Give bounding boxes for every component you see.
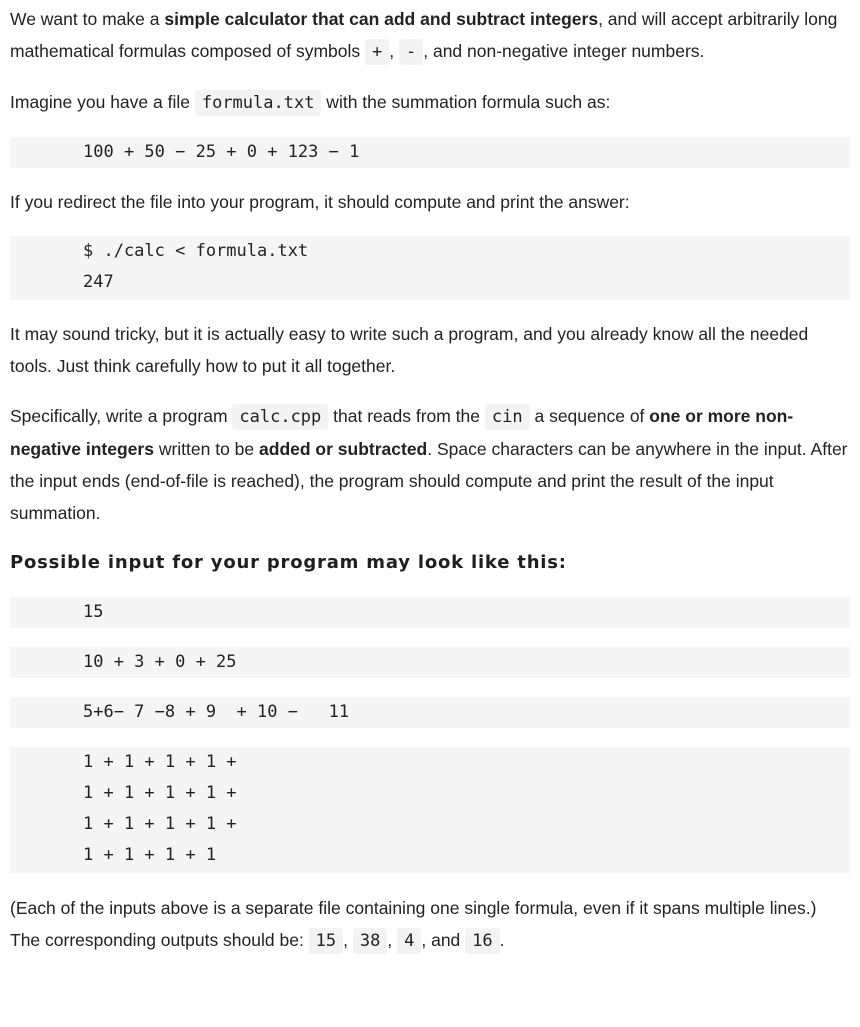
spec-bold-2: added or subtracted xyxy=(259,439,428,459)
spec-paragraph xyxy=(10,400,850,529)
example-4-line: 1 + 1 + 1 + 1 + xyxy=(83,814,237,834)
output-value-code: 16 xyxy=(465,928,499,954)
tricky-paragraph: It may sound tricky, but it is actually easy to write such a program, and you already know all the needed tools. Just think carefully how to put it all together. xyxy=(10,324,809,376)
redirect-paragraph: If you redirect the file into your program, it should compute and print the answer: xyxy=(10,192,630,212)
intro-paragraph xyxy=(10,3,850,68)
file-paragraph xyxy=(10,86,850,119)
spec-text-1: Specifically, write a program xyxy=(10,406,233,426)
note-paragraph: (Each of the inputs above is a separate file containing one single formula, even if it spans multiple lines.) xyxy=(10,898,817,918)
outputs-period: . xyxy=(499,930,505,950)
file-text-1: Imagine you have a file xyxy=(10,92,195,112)
example-4-line: 1 + 1 + 1 + 1 + xyxy=(83,752,237,772)
spec-bold-1: one or more non-negative integers xyxy=(10,406,794,459)
outputs-separator: , and xyxy=(421,930,466,950)
run-code-block xyxy=(10,236,850,300)
run-output-line: 247 xyxy=(83,272,114,292)
section-heading: Possible input for your program may look like this: xyxy=(10,552,567,573)
example-code-block-3: 5+6− 7 −8 + 9 + 10 − 11 xyxy=(10,697,850,728)
example-4-line: 1 + 1 + 1 + 1 + xyxy=(83,783,237,803)
intro-text-2: , and will accept arbitrarily long mathematical formulas composed of symbols xyxy=(10,9,838,61)
output-value-code: 15 xyxy=(309,928,343,954)
example-code-block-1: 15 xyxy=(10,597,850,628)
run-command-line: $ ./calc < formula.txt xyxy=(83,241,309,261)
intro-text-4: , and non-negative integer numbers. xyxy=(423,41,705,61)
spec-text-5: . Space characters can be anywhere in the input. After the input ends (end-of-file is reached), the program should compute and print the result of the input summation. xyxy=(10,439,848,523)
file-text-2: with the summation formula such as: xyxy=(321,92,611,112)
calc-cpp-code: calc.cpp xyxy=(232,404,328,430)
cin-code: cin xyxy=(485,404,530,430)
example-code-block-2: 10 + 3 + 0 + 25 xyxy=(10,647,850,678)
spec-text-3: a sequence of xyxy=(529,406,650,426)
plus-symbol-code: + xyxy=(365,39,389,65)
intro-bold: simple calculator that can add and subtract integers xyxy=(164,9,599,29)
outputs-paragraph xyxy=(10,924,850,957)
example-code-block-4 xyxy=(10,747,850,873)
spec-text-2: that reads from the xyxy=(328,406,485,426)
outputs-separator: , xyxy=(343,930,353,950)
document-body xyxy=(0,3,860,957)
spec-text-4: written to be xyxy=(153,439,260,459)
intro-text-3: , xyxy=(389,41,399,61)
outputs-separator: , xyxy=(387,930,398,950)
output-value-code: 38 xyxy=(353,928,387,954)
output-value-code: 4 xyxy=(397,928,421,954)
minus-symbol-code: - xyxy=(399,39,423,65)
formula-code-block: 100 + 50 − 25 + 0 + 123 − 1 xyxy=(10,137,850,168)
example-4-line: 1 + 1 + 1 + 1 xyxy=(83,845,217,865)
intro-text-1: We want to make a xyxy=(10,9,165,29)
outputs-text: The corresponding outputs should be: xyxy=(10,930,309,950)
formula-filename-code: formula.txt xyxy=(195,90,322,116)
